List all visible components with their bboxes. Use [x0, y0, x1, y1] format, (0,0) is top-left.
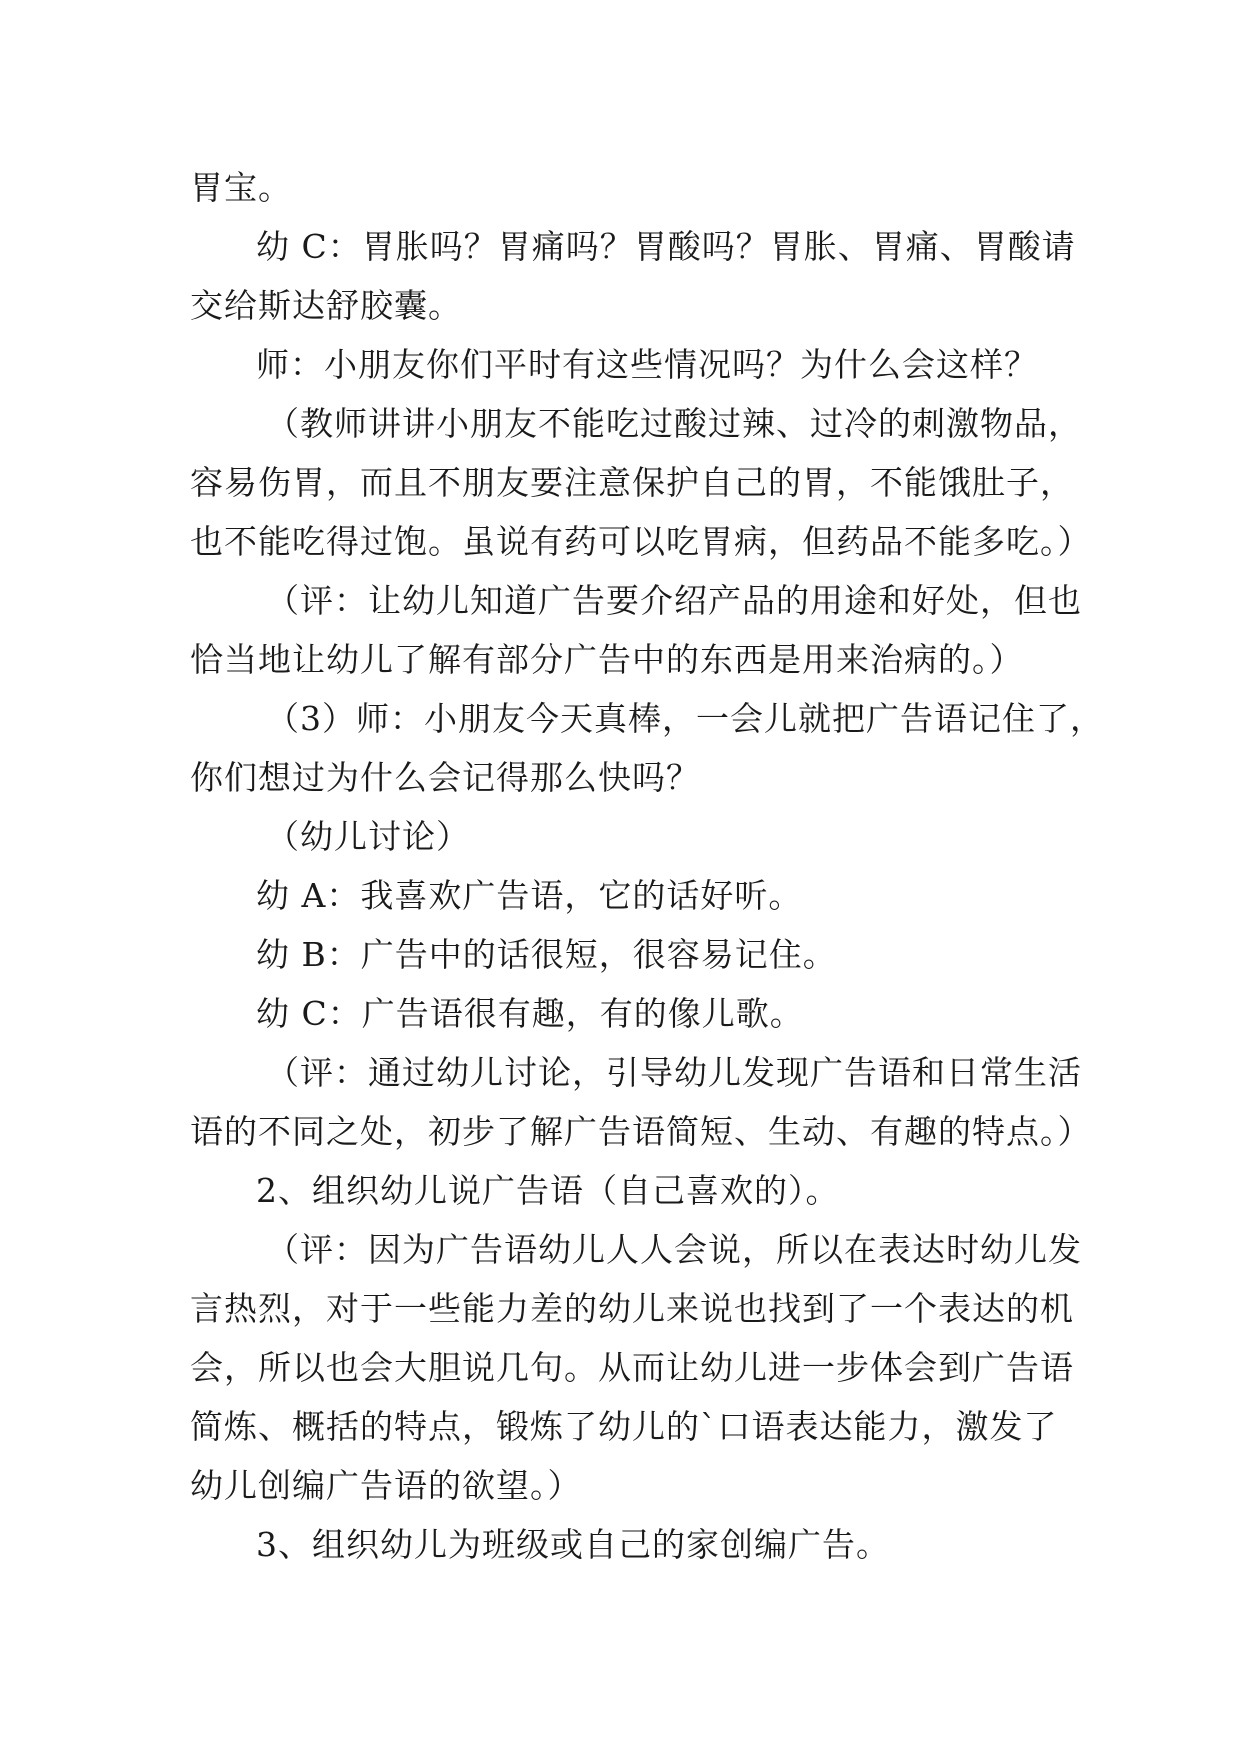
text-line: 幼儿创编广告语的欲望。）: [190, 1466, 582, 1505]
text-line: （教师讲讲小朋友不能吃过酸过辣、过冷的刺激物品，: [266, 404, 1082, 443]
text-line: 简炼、概括的特点，锻炼了幼儿的`口语表达能力，激发了: [190, 1407, 1058, 1446]
text-line: 胃宝。: [190, 168, 292, 207]
text-line: 言热烈，对于一些能力差的幼儿来说也找到了一个表达的机: [190, 1289, 1074, 1328]
text-line: （评：因为广告语幼儿人人会说，所以在表达时幼儿发: [266, 1230, 1082, 1269]
text-line: 幼 C：胃胀吗？胃痛吗？胃酸吗？胃胀、胃痛、胃酸请: [256, 227, 1076, 266]
text-line: （3）师：小朋友今天真棒，一会儿就把广告语记住了，: [266, 699, 1104, 738]
text-line: 幼 C：广告语很有趣，有的像儿歌。: [256, 994, 804, 1033]
text-line: （评：通过幼儿讨论，引导幼儿发现广告语和日常生活: [266, 1053, 1082, 1092]
text-line: 师：小朋友你们平时有这些情况吗？为什么会这样？: [256, 345, 1038, 384]
text-line: 3、组织幼儿为班级或自己的家创编广告。: [256, 1525, 890, 1564]
text-line: 语的不同之处，初步了解广告语简短、生动、有趣的特点。）: [190, 1112, 1092, 1151]
text-line: 恰当地让幼儿了解有部分广告中的东西是用来治病的。）: [190, 640, 1024, 679]
text-line: 你们想过为什么会记得那么快吗？: [190, 758, 700, 797]
text-line: 幼 B：广告中的话很短，很容易记住。: [256, 935, 837, 974]
document-body: [190, 158, 1104, 1574]
text-line: （评：让幼儿知道广告要介绍产品的用途和好处，但也: [266, 581, 1082, 620]
text-line: 幼 A：我喜欢广告语，它的话好听。: [256, 876, 803, 915]
text-line: 2、组织幼儿说广告语（自己喜欢的）。: [256, 1171, 840, 1210]
text-line: 会，所以也会大胆说几句。从而让幼儿进一步体会到广告语: [190, 1348, 1074, 1387]
text-line: 容易伤胃，而且不朋友要注意保护自己的胃，不能饿肚子，: [190, 463, 1074, 502]
text-line: （幼儿讨论）: [266, 817, 470, 856]
text-line: 也不能吃得过饱。虽说有药可以吃胃病，但药品不能多吃。）: [190, 522, 1092, 561]
text-line: 交给斯达舒胶囊。: [190, 286, 462, 325]
